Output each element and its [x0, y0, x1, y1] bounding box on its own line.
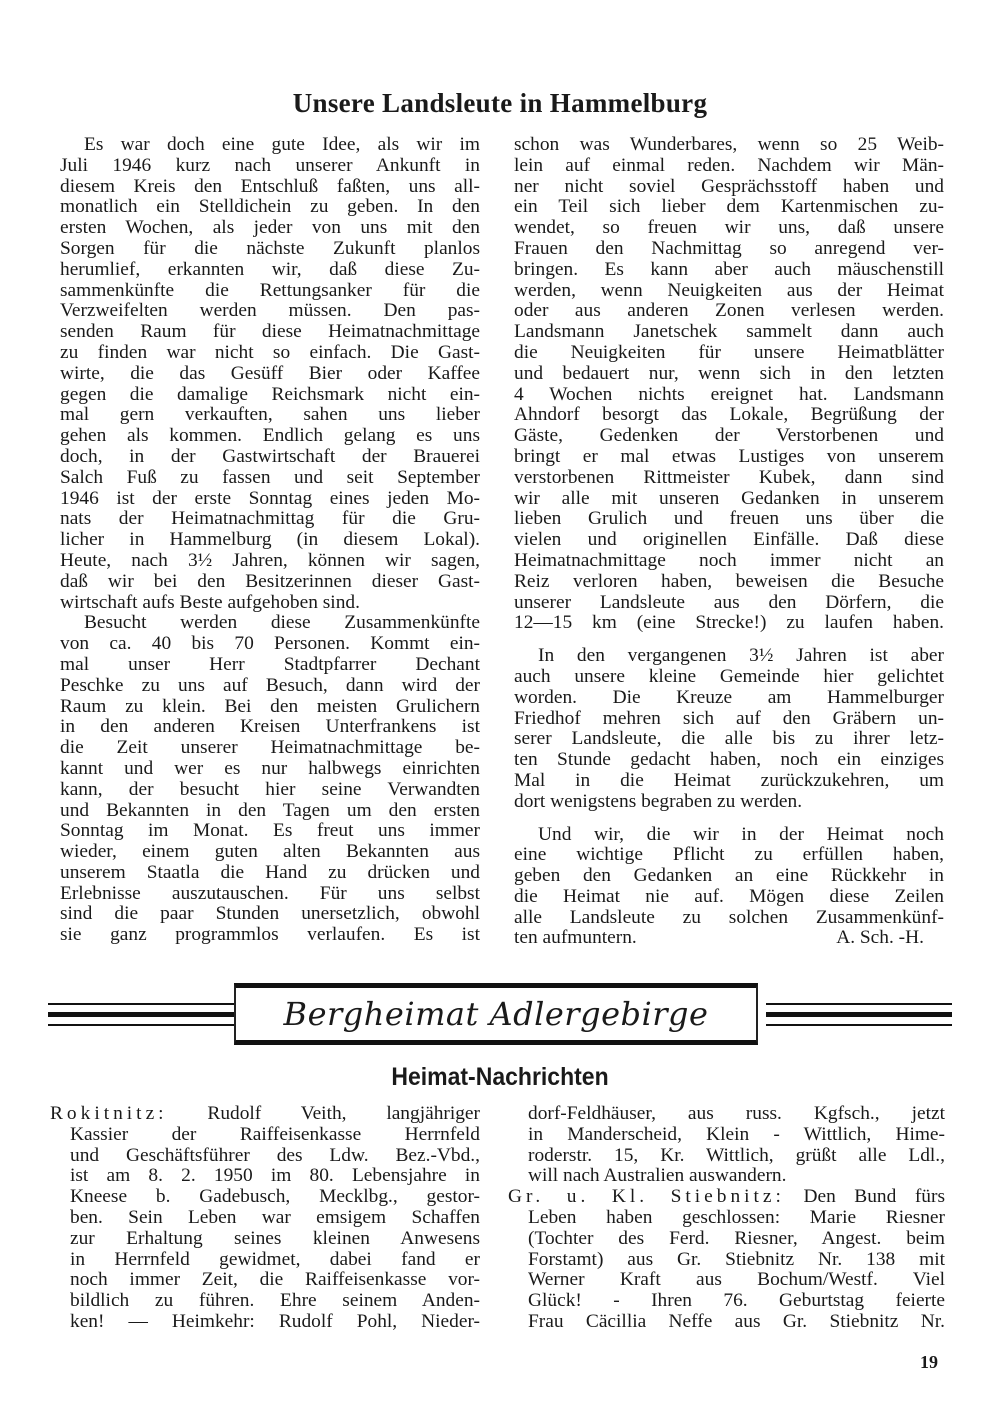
text-line: roderstr. 15, Kr. Wittlich, grüßt alle Ldl.,: [528, 1144, 945, 1166]
text-line: geben den Gedanken an eine Rückkehr in: [514, 865, 944, 887]
text-line: Salch Fuß zu fassen und seit September: [60, 466, 480, 488]
text-line: ist am 8. 2. 1950 im 80. Lebensjahre in: [70, 1165, 480, 1187]
news-entry-rokitnitz: [50, 1104, 480, 1125]
text-line: 4 Wochen nichts ereignet hat. Landsmann: [514, 383, 944, 405]
text-line: Sonntag im Monat. Es freut uns immer: [60, 820, 480, 842]
text-line: Besucht werden diese Zusammenkünfte: [84, 612, 480, 634]
text-line: eine wichtige Pflicht zu erfüllen haben,: [514, 844, 944, 866]
entry-text: Den Bund fürs: [784, 1186, 945, 1208]
text-line: schon was Wunderbares, wenn so 25 Weib-: [514, 134, 944, 155]
text-line: wieder, einem guten alten Bekannten aus: [60, 841, 480, 863]
text-line: Und wir, die wir in der Heimat noch: [538, 823, 944, 845]
place-name: Gr. u. Kl. Stiebnitz:: [508, 1186, 785, 1208]
text-line: ten Stunde gedacht haben, noch ein einziges: [514, 749, 944, 771]
text-line: kann, der besucht hier seine Verwandten: [60, 778, 480, 800]
text-line: oder aus anderen Zonen verlesen werden.: [514, 300, 944, 322]
text-line: 1946 ist der erste Sonntag eines jeden Mo-: [60, 487, 480, 509]
text-line: ken! — Heimkehr: Rudolf Pohl, Nieder-: [70, 1310, 480, 1332]
text-line: Erlebnisse auszutauschen. Für uns selbst: [60, 882, 480, 904]
text-line: serer Landsleute, die alle bis zu ihrer letz-: [514, 728, 944, 750]
text-line: die Heimat nie auf. Mögen diese Zeilen: [514, 885, 944, 907]
text-line: Heute, nach 3½ Jahren, können wir sagen,: [60, 549, 480, 571]
text-line: Peschke zu uns auf Besuch, dann wird der: [60, 674, 480, 696]
section-banner: [48, 975, 952, 1035]
text-line: gegen die damalige Reichsmark nicht ein-: [60, 383, 480, 405]
text-line: diesem Kreis den Entschluß faßten, uns all-: [60, 175, 480, 197]
text-line: zur Erhaltung seines kleinen Anwesens: [70, 1227, 480, 1249]
page-number: 19: [920, 1352, 938, 1372]
text-line: unserem Staatla die Hand zu drücken und: [60, 861, 480, 883]
text-line: und Bekannten in den Tagen um den ersten: [60, 799, 480, 821]
text-line: wirtschaft aufs Beste aufgehoben sind.: [60, 591, 360, 613]
text-line: kannt und wer es nur halbwegs einrichten: [60, 757, 480, 779]
place-name: Rokitnitz:: [50, 1103, 168, 1124]
text-line: Mal in die Heimat zurückzukehren, um: [514, 769, 944, 791]
article-column-1: [60, 135, 480, 946]
banner-rules-left: [48, 1003, 234, 1031]
text-line: bildlich zu führen. Ehre seinem Anden-: [70, 1290, 480, 1312]
text-line: Heimatnachmittage noch immer nicht an: [514, 549, 944, 571]
text-line: nats der Heimatnachmittag für die Gru-: [60, 508, 480, 530]
article-column-2: [514, 135, 944, 949]
text-line: wendet, so freuen wir uns, daß unsere: [514, 217, 944, 239]
text-line: ner nicht soviel Gesprächsstoff haben und: [514, 175, 944, 197]
text-line: ersten Wochen, als jeder von uns mit den: [60, 217, 480, 239]
article-title: Unsere Landsleute in Hammelburg: [292, 88, 708, 118]
text-line: Leben haben geschlossen: Marie Riesner: [528, 1206, 945, 1228]
closing-line: [514, 928, 944, 949]
text-line: in Herrnfeld gewidmet, dabei fand er: [70, 1248, 480, 1270]
text-line: Sorgen für die nächste Zukunft planlos: [60, 237, 480, 259]
text-line: vielen und originellen Einfälle. Daß diese: [514, 529, 944, 551]
text-line: Forstamt) aus Gr. Stiebnitz Nr. 138 mit: [528, 1248, 945, 1270]
text-line: Raum zu klein. Bei den meisten Grulichern: [60, 695, 480, 717]
text-line: sammenkünfte die Rettungsanker für die: [60, 279, 480, 301]
text-line: lein auf einmal reden. Nachdem wir Män-: [514, 154, 944, 176]
text-line: licher in Hammelburg (in diesem Lokal).: [60, 529, 480, 551]
text-line: sind die paar Stunden unersetzlich, obwohl: [60, 903, 480, 925]
text-line: Werner Kraft aus Bochum/Westf. Viel: [528, 1269, 945, 1291]
closing-text: ten aufmuntern.: [514, 927, 637, 949]
text-line: und bedauert nur, wenn sich in den letzten: [514, 362, 944, 384]
text-line: wir alle mit unseren Gedanken in unserem: [514, 487, 944, 509]
text-line: Glück! - Ihren 76. Geburtstag feierte: [528, 1290, 945, 1312]
author-signature: A. Sch. -H.: [836, 927, 924, 949]
text-line: bringt er mal etwas Lustiges von unserem: [514, 445, 944, 467]
text-line: Es war doch eine gute Idee, als wir im: [84, 134, 480, 155]
text-line: die Neuigkeiten für unsere Heimatblätter: [514, 341, 944, 363]
text-line: wirte, die das Gesüff Bier oder Kaffee: [60, 362, 480, 384]
text-line: Juli 1946 kurz nach unserer Ankunft in: [60, 154, 480, 176]
news-column-2: [508, 1104, 945, 1333]
text-line: alle Landsleute zu solchen Zusammenkünf-: [514, 906, 944, 928]
text-line: ein Teil sich lieber dem Kartenmischen zu-: [514, 196, 944, 218]
text-line: doch, in der Gastwirtschaft der Brauerei: [60, 445, 480, 467]
text-line: werden, wenn Neuigkeiten aus der Heimat: [514, 279, 944, 301]
text-line: Gäste, Gedenken der Verstorbenen und: [514, 425, 944, 447]
text-line: noch immer Zeit, die Raiffeisenkasse vor-: [70, 1269, 480, 1291]
text-line: Friedhof mehren sich auf den Gräbern un-: [514, 707, 944, 729]
text-line: in Manderscheid, Klein - Wittlich, Hime-: [528, 1123, 945, 1145]
text-line: herumlief, erkannten wir, daß diese Zu-: [60, 258, 480, 280]
text-line: auch unsere kleine Gemeinde hier gelichtet: [514, 665, 944, 687]
banner-rules-right: [766, 1003, 952, 1031]
text-line: die Zeit unserer Heimatnachmittage be-: [60, 737, 480, 759]
text-line: will nach Australien auswandern.: [528, 1165, 787, 1187]
text-line: Ahndorf besorgt das Lokale, Begrüßung der: [514, 404, 944, 426]
paragraph-gap: [514, 813, 944, 825]
text-line: Reiz verloren haben, beweisen die Besuche: [514, 570, 944, 592]
text-line: und Geschäftsführer des Ldw. Bez.-Vbd.,: [70, 1144, 480, 1166]
text-line: ben. Sein Leben war emsigem Schaffen: [70, 1206, 480, 1228]
text-line: Kneese b. Gadebusch, Mecklbg., gestor-: [70, 1186, 480, 1208]
text-line: (Tochter des Ferd. Riesner, Angest. beim: [528, 1227, 945, 1249]
text-line: sie ganz programmlos verlaufen. Es ist: [60, 924, 480, 946]
news-heading: Heimat-Nachrichten: [391, 1063, 609, 1091]
text-line: in den anderen Kreisen Unterfrankens ist: [60, 716, 480, 738]
text-line: daß wir bei den Besitzerinnen dieser Gast-: [60, 570, 480, 592]
text-line: senden Raum für diese Heimatnachmittage: [60, 321, 480, 343]
text-line: Verzweifelten werden müssen. Den pas-: [60, 300, 480, 322]
banner-title: Bergheimat Adlergebirge: [283, 995, 709, 1033]
text-line: monatlich ein Stelldichein zu geben. In den: [60, 196, 480, 218]
text-line: dort wenigstens begraben zu werden.: [514, 790, 803, 812]
banner-box: [234, 983, 758, 1045]
text-line: 12—15 km (eine Strecke!) zu laufen haben.: [514, 612, 944, 634]
text-line: mal gern verkauften, sahen uns lieber: [60, 404, 480, 426]
text-line: In den vergangenen 3½ Jahren ist aber: [538, 645, 944, 667]
text-line: worden. Die Kreuze am Hammelburger: [514, 686, 944, 708]
text-line: Kassier der Raiffeisenkasse Herrnfeld: [70, 1123, 480, 1145]
text-line: bringen. Es kann aber auch mäuschenstill: [514, 258, 944, 280]
news-entry-stiebnitz: [508, 1187, 945, 1208]
text-line: unserer Landsleute aus den Dörfern, die: [514, 591, 944, 613]
text-line: dorf-Feldhäuser, aus russ. Kgfsch., jetzt: [528, 1103, 945, 1124]
text-line: Frauen den Nachmittag so anregend ver-: [514, 237, 944, 259]
text-line: gehen als kommen. Endlich gelang es uns: [60, 425, 480, 447]
text-line: mal unser Herr Stadtpfarrer Dechant: [60, 653, 480, 675]
text-line: Frau Cäcillia Neffe aus Gr. Stiebnitz Nr.: [528, 1310, 945, 1332]
text-line: zu finden war nicht so einfach. Die Gast-: [60, 341, 480, 363]
text-line: verstorbenen Rittmeister Kubek, dann sind: [514, 466, 944, 488]
entry-text: Rudolf Veith, langjähriger: [167, 1103, 480, 1124]
news-column-1: [50, 1104, 480, 1333]
text-line: lieben Grulich und freuen uns über die: [514, 508, 944, 530]
text-line: Landsmann Janetschek sammelt dann auch: [514, 321, 944, 343]
text-line: von ca. 40 bis 70 Personen. Kommt ein-: [60, 633, 480, 655]
